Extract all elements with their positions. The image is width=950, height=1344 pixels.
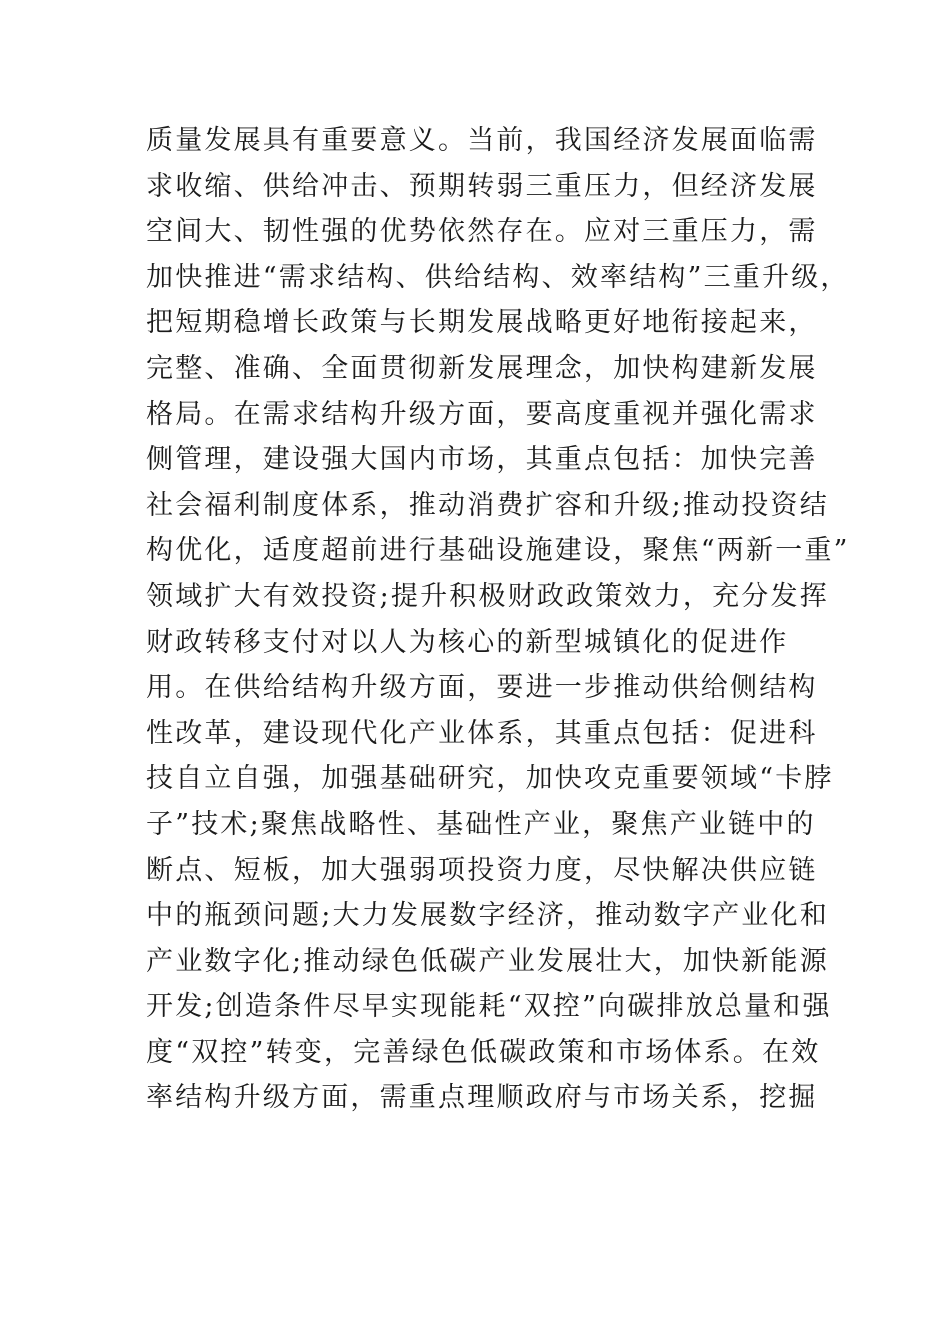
text-line: 性改革，建设现代化产业体系，其重点包括：促进科 xyxy=(146,717,818,749)
text-line: 完整、准确、全面贯彻新发展理念，加快构建新发展 xyxy=(146,352,818,384)
text-line: 度“双控”转变，完善绿色低碳政策和市场体系。在效 xyxy=(146,1036,821,1068)
text-line: 开发;创造条件尽早实现能耗“双控”向碳排放总量和强 xyxy=(146,991,832,1023)
text-line: 中的瓶颈问题;大力发展数字经济，推动数字产业化和 xyxy=(146,900,829,932)
text-line: 求收缩、供给冲击、预期转弱三重压力，但经济发展 xyxy=(146,170,818,202)
text-line: 用。在供给结构升级方面，要进一步推动供给侧结构 xyxy=(146,672,818,704)
text-line: 子”技术;聚焦战略性、基础性产业，聚焦产业链中的 xyxy=(146,808,816,840)
text-line: 断点、短板，加大强弱项投资力度，尽快解决供应链 xyxy=(146,854,818,886)
text-line: 加快推进“需求结构、供给结构、效率结构”三重升级， xyxy=(146,261,850,293)
text-line: 领域扩大有效投资;提升积极财政政策效力，充分发挥 xyxy=(146,580,829,612)
text-line: 率结构升级方面，需重点理顺政府与市场关系，挖掘 xyxy=(146,1082,818,1114)
text-line: 把短期稳增长政策与长期发展战略更好地衔接起来， xyxy=(146,307,818,339)
text-line: 技自立自强，加强基础研究，加快攻克重要领域“卡脖 xyxy=(146,763,834,795)
text-line: 格局。在需求结构升级方面，要高度重视并强化需求 xyxy=(146,398,818,430)
text-line: 产业数字化;推动绿色低碳产业发展壮大，加快新能源 xyxy=(146,945,829,977)
text-line: 社会福利制度体系，推动消费扩容和升级;推动投资结 xyxy=(146,489,829,521)
text-line: 空间大、韧性强的优势依然存在。应对三重压力，需 xyxy=(146,216,818,248)
text-line: 财政转移支付对以人为核心的新型城镇化的促进作 xyxy=(146,626,789,658)
text-line: 构优化，适度超前进行基础设施建设，聚焦“两新一重” xyxy=(146,535,850,567)
text-line: 侧管理，建设强大国内市场，其重点包括：加快完善 xyxy=(146,444,818,476)
body-paragraph xyxy=(146,118,850,1121)
text-line: 质量发展具有重要意义。当前，我国经济发展面临需 xyxy=(146,125,818,156)
